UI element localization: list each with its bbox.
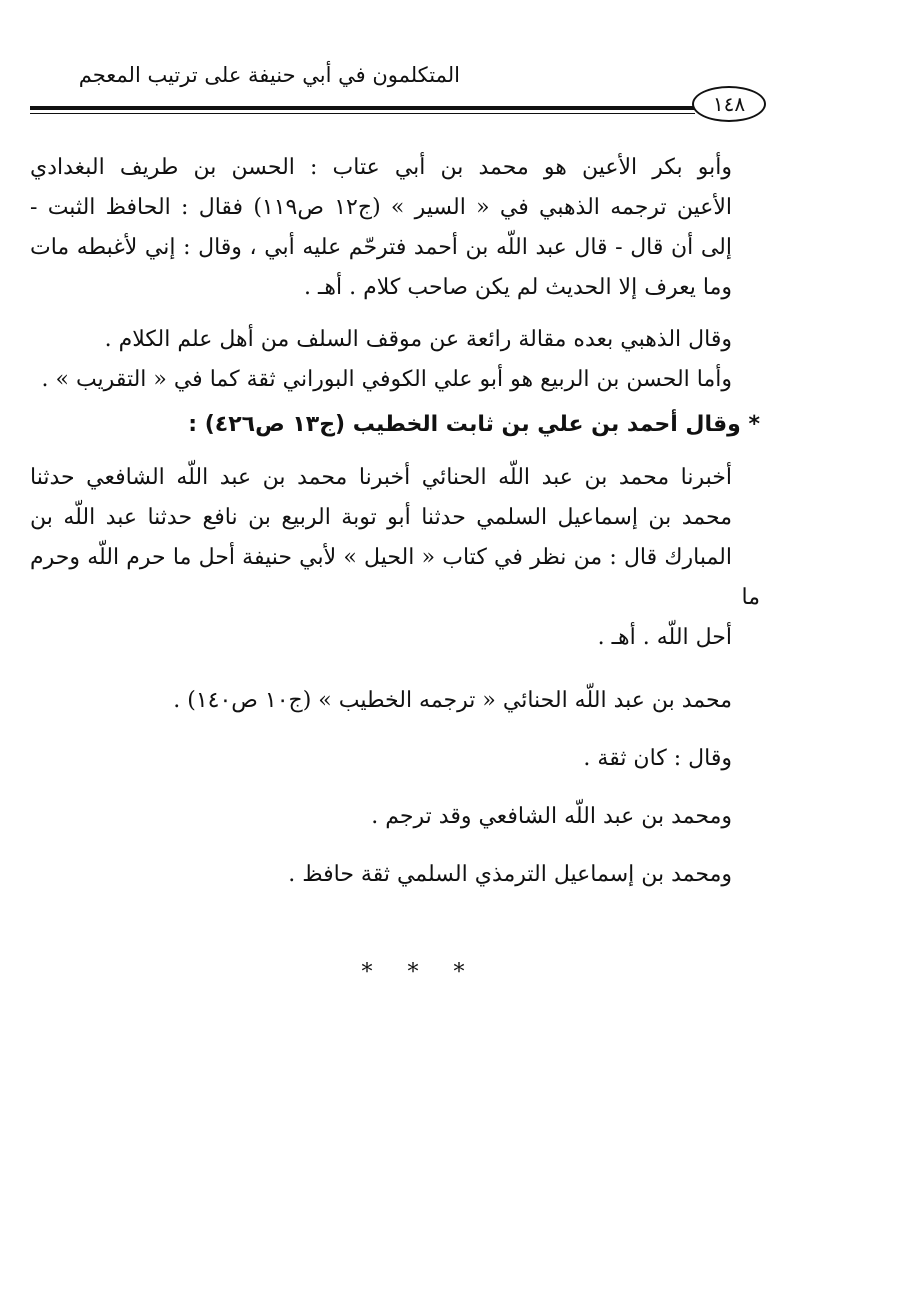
paragraph-1-line: وما يعرف إلا الحديث لم يكن صاحب كلام . أهـ . xyxy=(304,275,732,300)
paragraph-2-line: وقال الذهبي بعده مقالة رائعة عن موقف السلف من أهل علم الكلام . xyxy=(104,327,732,352)
running-title: المتكلمون في أبي حنيفة على ترتيب المعجم xyxy=(78,63,460,87)
note-line: محمد بن عبد اللّه الحنائي « ترجمه الخطيب » (ج١٠ ص١٤٠) . xyxy=(173,688,732,713)
paragraph-3 xyxy=(30,360,760,400)
note-line: وقال : كان ثقة . xyxy=(583,746,732,771)
section-heading: * وقال أحمد بن علي بن ثابت الخطيب (ج١٣ ص٤٢٦) : xyxy=(188,412,760,437)
section-end-asterisms: * * * xyxy=(361,960,479,985)
header-rule-thin xyxy=(30,113,695,114)
note-line: ومحمد بن عبد اللّه الشافعي وقد ترجم . xyxy=(371,804,732,829)
paragraph-4-line: محمد بن إسماعيل السلمي حدثنا أبو توبة الربيع بن نافع حدثنا عبد اللّه بن xyxy=(30,505,732,530)
paragraph-3-line: وأما الحسن بن الربيع هو أبو علي الكوفي البوراني ثقة كما في « التقريب » . xyxy=(41,367,732,392)
paragraph-4-line: أخبرنا محمد بن عبد اللّه الحنائي أخبرنا محمد بن عبد اللّه الشافعي حدثنا xyxy=(30,465,732,490)
header-rule-thick xyxy=(30,106,695,110)
paragraph-1-line: وأبو بكر الأعين هو محمد بن أبي عتاب : الحسن بن طريف البغدادي xyxy=(30,155,732,180)
page-body xyxy=(30,148,760,904)
paragraph-4 xyxy=(30,458,760,658)
note-line: ومحمد بن إسماعيل الترمذي السلمي ثقة حافظ . xyxy=(288,862,732,887)
paragraph-1 xyxy=(30,148,760,308)
paragraph-1-line: الأعين ترجمه الذهبي في « السير » (ج١٢ ص١١٩) فقال : الحافظ الثبت - xyxy=(30,195,733,220)
paragraph-1-line: إلى أن قال - قال عبد اللّه بن أحمد فترحّم عليه أبي ، وقال : إني لأغبطه مات xyxy=(30,235,732,260)
page-number xyxy=(692,86,766,122)
paragraph-2 xyxy=(30,320,760,360)
paragraph-4-line: المبارك قال : من نظر في كتاب « الحيل » لأبي حنيفة أحل ما حرم اللّه وحرم ما xyxy=(30,545,760,610)
page-number-text: ١٤٨ xyxy=(712,92,746,116)
paragraph-4-line: أحل اللّه . أهـ . xyxy=(597,625,732,650)
